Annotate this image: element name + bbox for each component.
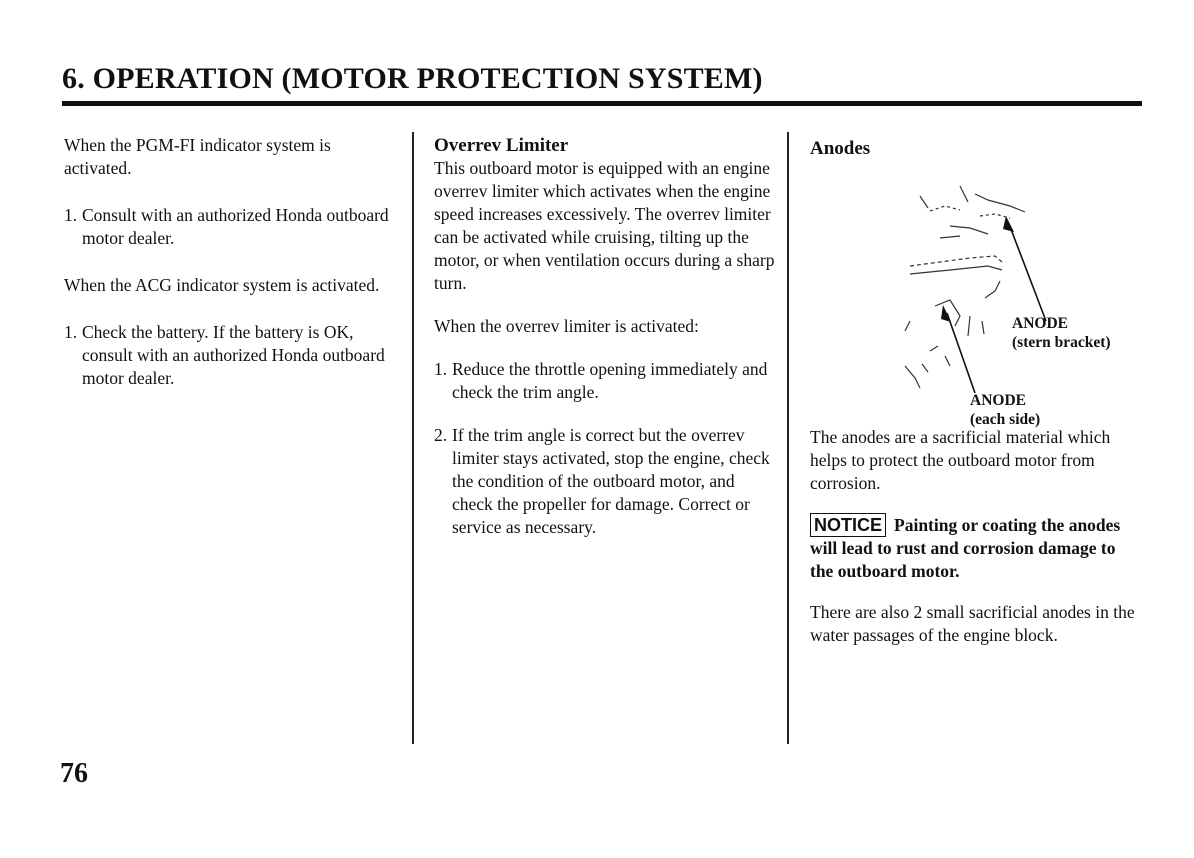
pgm-step (64, 204, 394, 250)
column-divider-left (412, 132, 414, 744)
outboard-motor-drawing (810, 166, 1140, 426)
column-indicator-systems (64, 134, 394, 390)
title-rule (62, 101, 1142, 106)
pgm-intro: When the PGM-FI indicator system is activated. (64, 135, 331, 178)
notice-badge: NOTICE (810, 513, 886, 537)
anode-stern-label (1012, 314, 1111, 352)
anodes-description: The anodes are a sacrificial material which helps to protect the outboard motor from corrosion. (810, 427, 1111, 493)
page-title: 6. OPERATION (MOTOR PROTECTION SYSTEM) (62, 62, 763, 95)
step-number: 1. (64, 322, 78, 342)
overrev-heading: Overrev Limiter (434, 135, 569, 156)
step-text: Consult with an authorized Honda outboard motor dealer. (82, 205, 389, 248)
anode-side-title: ANODE (970, 392, 1026, 409)
step-number: 2. (434, 425, 448, 445)
column-divider-right (787, 132, 789, 744)
anode-side-label (970, 391, 1040, 429)
acg-intro: When the ACG indicator system is activated. (64, 275, 380, 295)
anode-stern-location: (stern bracket) (1012, 334, 1111, 351)
anode-side-location: (each side) (970, 411, 1041, 428)
page-number: 76 (60, 758, 88, 789)
overrev-step (434, 424, 779, 539)
notice-text: Painting or coating the anodes will lead to rust and corrosion damage to the outboard motor. (810, 515, 1121, 581)
step-text: Check the battery. If the battery is OK, consult with an authorized Honda outboard motor dealer. (82, 322, 385, 388)
overrev-step (434, 358, 779, 404)
column-anodes (810, 137, 1140, 647)
column-overrev-limiter (434, 134, 779, 539)
anodes-heading: Anodes (810, 138, 871, 159)
anode-stern-title: ANODE (1012, 315, 1068, 332)
anode-figure (810, 166, 1140, 426)
notice-block (810, 513, 1140, 583)
step-number: 1. (64, 205, 78, 225)
step-text: If the trim angle is correct but the overrev limiter stays activated, stop the engine, check the condition of the outboard motor, and check the propeller for damage. Correct or service as necessary. (452, 425, 770, 537)
step-number: 1. (434, 359, 448, 379)
acg-step (64, 321, 394, 390)
overrev-description: This outboard motor is equipped with an engine overrev limiter which activates when the engine speed increases excessively. The overrev limiter can be activated while cruising, tilting up the motor, or when ventilation occurs during a sharp turn. (434, 158, 775, 293)
step-text: Reduce the throttle opening immediately and check the trim angle. (452, 359, 768, 402)
overrev-intro: When the overrev limiter is activated: (434, 316, 699, 336)
anodes-extra: There are also 2 small sacrificial anodes in the water passages of the engine block. (810, 602, 1135, 645)
